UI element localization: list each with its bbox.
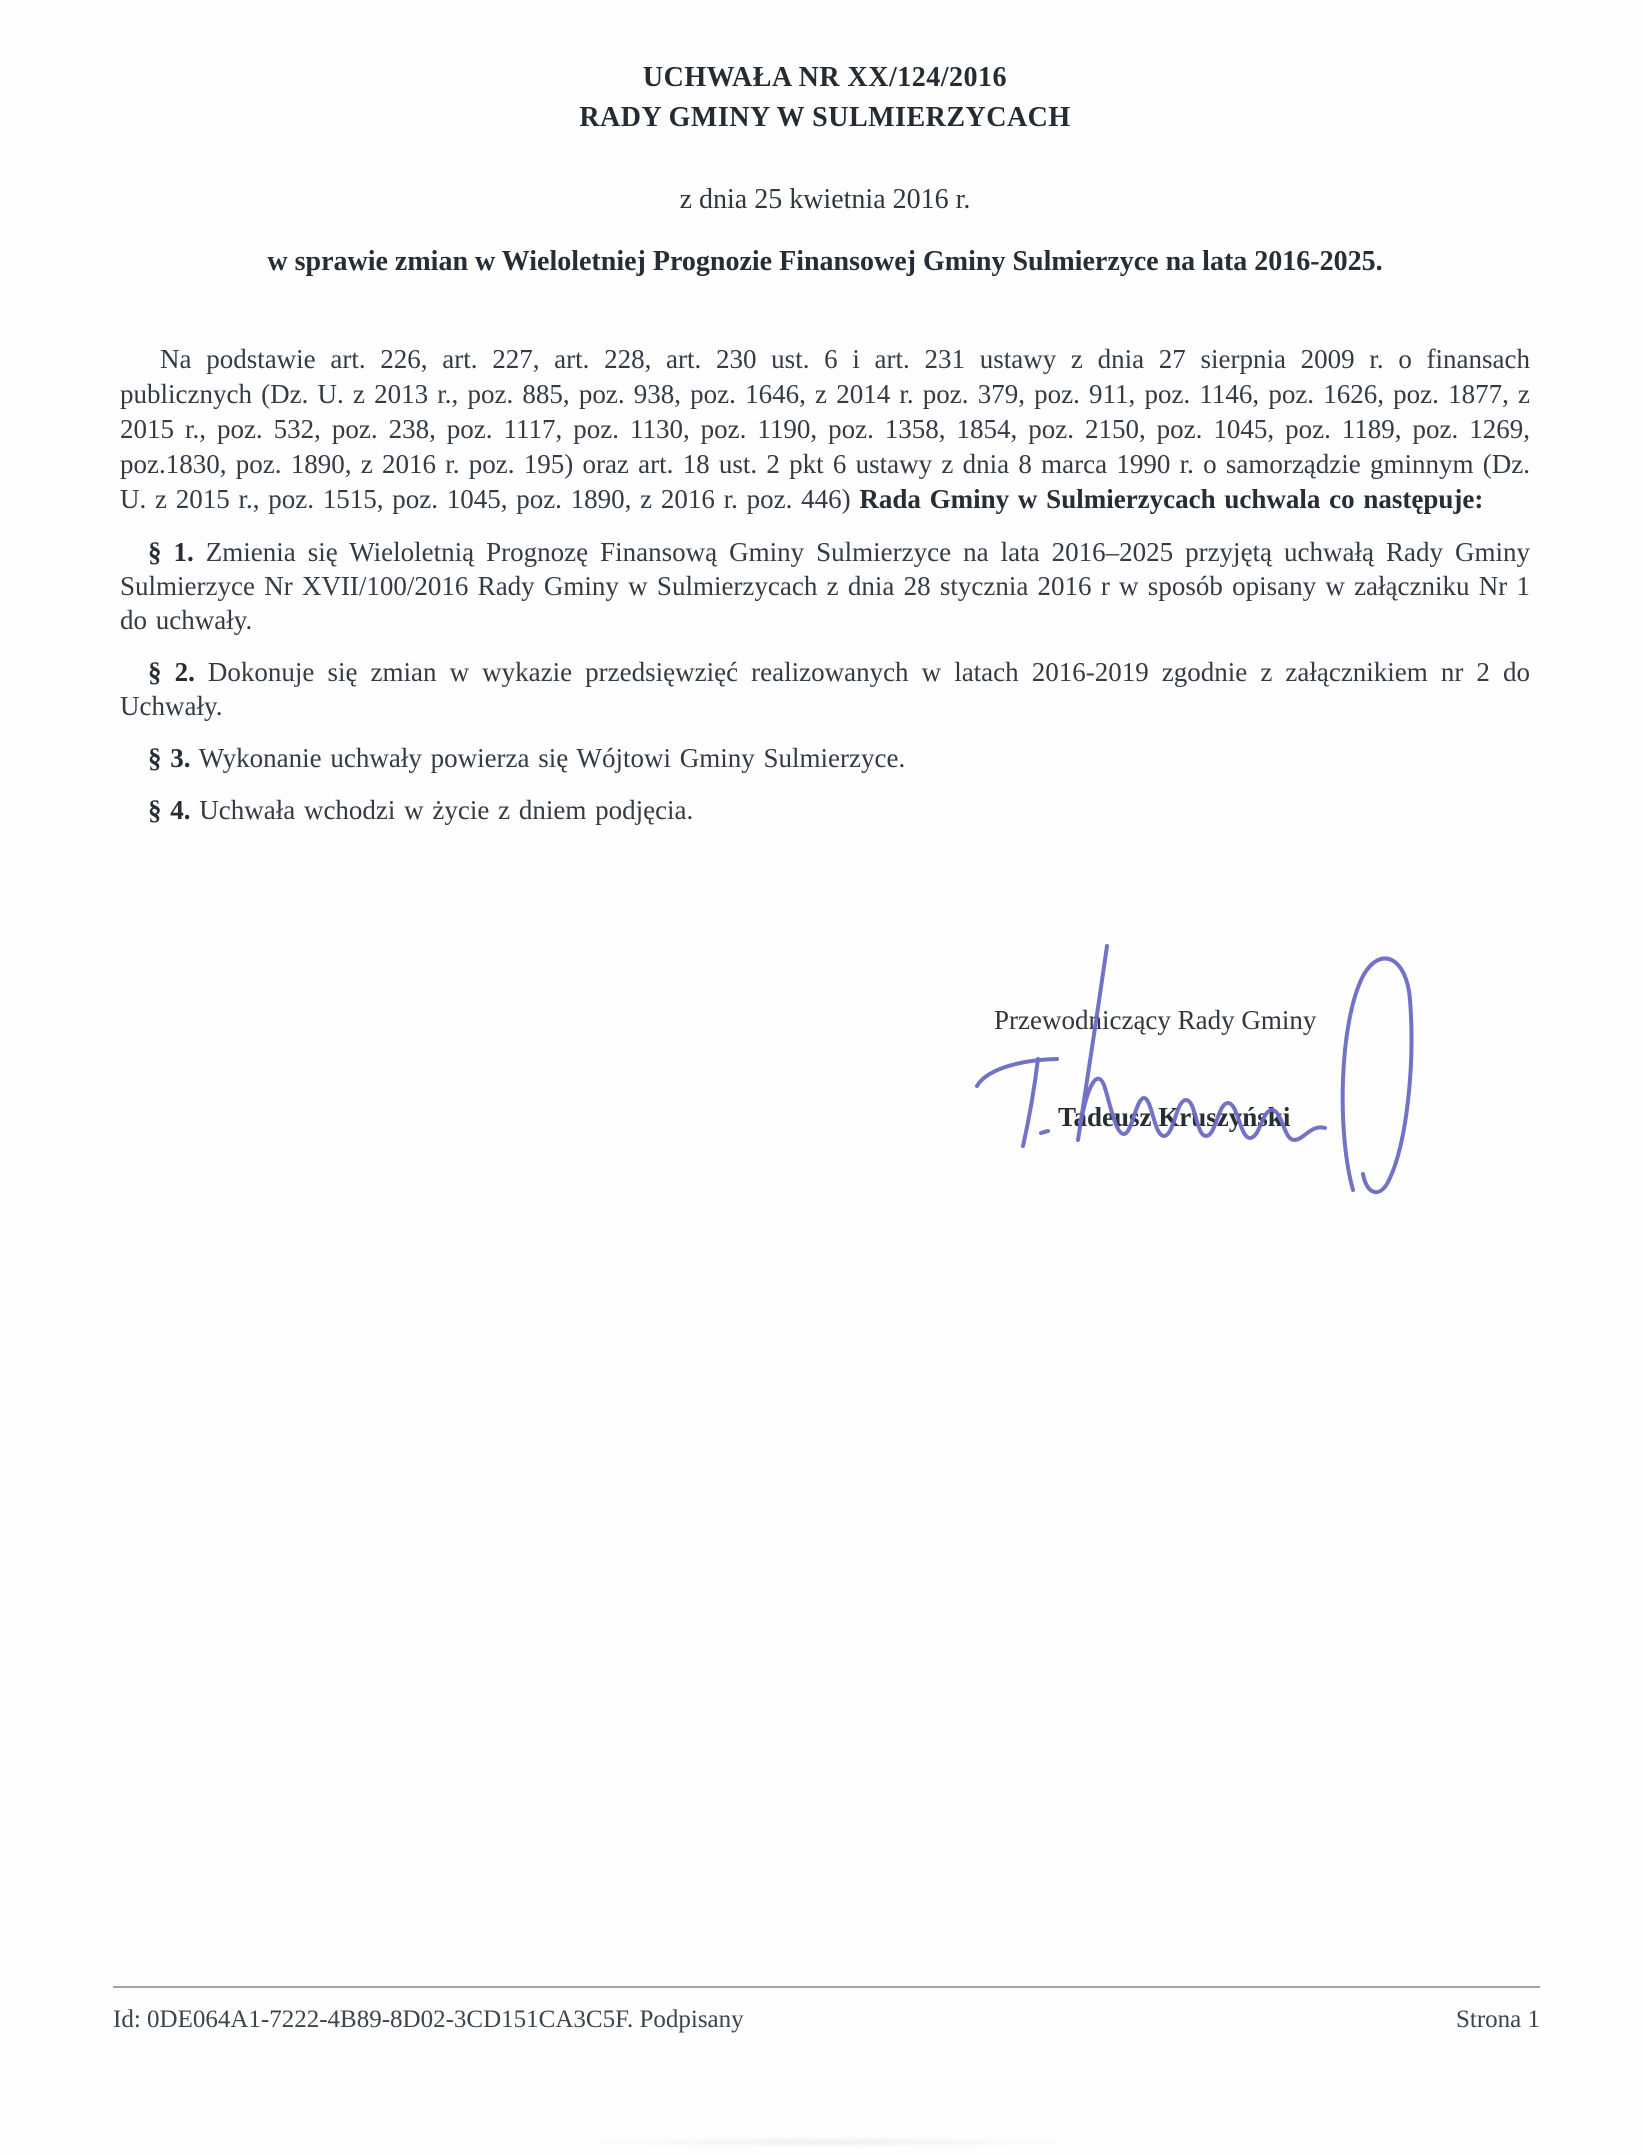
footer-page-number: Strona 1 [1455, 2006, 1540, 2033]
section-paragraph-1 [120, 535, 1530, 637]
section-paragraph-4 [120, 793, 1530, 827]
section-marker: § 1. [148, 537, 194, 567]
section-marker: § 4. [148, 795, 191, 825]
section-paragraph-3 [120, 741, 1530, 775]
section-text: Zmienia się Wieloletnią Prognozę Finansową Gminy Sulmierzyce na lata 2016–2025 przyjętą uchwałą Rady Gminy Sulmierzyce Nr XVII/100/2016 Rady Gminy w Sulmierzycach z dnia 28 stycznia 2016 r w sposób opisany w załączniku Nr 1 do uchwały. [120, 537, 1531, 635]
footer-document-id: Id: 0DE064A1-7222-4B89-8D02-3CD151CA3C5F. Podpisany [113, 2006, 744, 2033]
subject-line: w sprawie zmian w Wieloletniej Prognozie Finansowej Gminy Sulmierzyce na lata 2016-2025. [267, 246, 1383, 277]
footer [113, 2006, 1540, 2034]
preamble-bold-tail: Rada Gminy w Sulmierzycach uchwala co następuje: [859, 484, 1484, 514]
section-text: Dokonuje się zmian w wykazie przedsięwzięć realizowanych w latach 2016-2019 zgodnie z załącznikiem nr 2 do Uchwały. [120, 657, 1531, 721]
signature-role: Przewodniczący Rady Gminy [994, 1005, 1317, 1035]
signature-block [960, 1005, 1390, 1133]
signature-name: Tadeusz Kruszyński [1058, 1102, 1291, 1132]
document-body [0, 0, 1643, 827]
section-marker: § 2. [148, 657, 195, 687]
document-header [120, 58, 1530, 138]
council-name-title: RADY GMINY W SULMIERZYCACH [579, 102, 1071, 133]
preamble-paragraph [120, 342, 1530, 517]
footer-divider [113, 1986, 1540, 1988]
section-text: Wykonanie uchwały powierza się Wójtowi Gminy Sulmierzyce. [198, 743, 906, 773]
date-line: z dnia 25 kwietnia 2016 r. [679, 184, 971, 215]
section-text: Uchwała wchodzi w życie z dniem podjęcia. [199, 795, 694, 825]
scan-artifact [480, 2135, 1180, 2149]
resolution-number-title: UCHWAŁA NR XX/124/2016 [642, 62, 1008, 93]
section-paragraph-2 [120, 655, 1530, 723]
section-marker: § 3. [148, 743, 191, 773]
preamble-text: Na podstawie art. 226, art. 227, art. 228, art. 230 ust. 6 i art. 231 ustawy z dnia 27 sierpnia 2009 r. o finansach publicznych (Dz. U. z 2013 r., poz. 885, poz. 938, poz. 1646, z 2014 r. poz. 379, poz. 911, poz. 1146, poz. 1626, poz. 1877, z 2015 r., poz. 532, poz. 238, poz. 1117, poz. 1130, poz. 1190, poz. 1358, 1854, poz. 2150, poz. 1045, poz. 1189, poz. 1269, poz.1830, poz. 1890, z 2016 r. poz. 195) oraz art. 18 ust. 2 pkt 6 ustawy z dnia 8 marca 1990 r. o samorządzie gminnym (Dz. U. z 2015 r., poz. 1515, poz. 1045, poz. 1890, z 2016 r. poz. 446) [120, 344, 1530, 514]
